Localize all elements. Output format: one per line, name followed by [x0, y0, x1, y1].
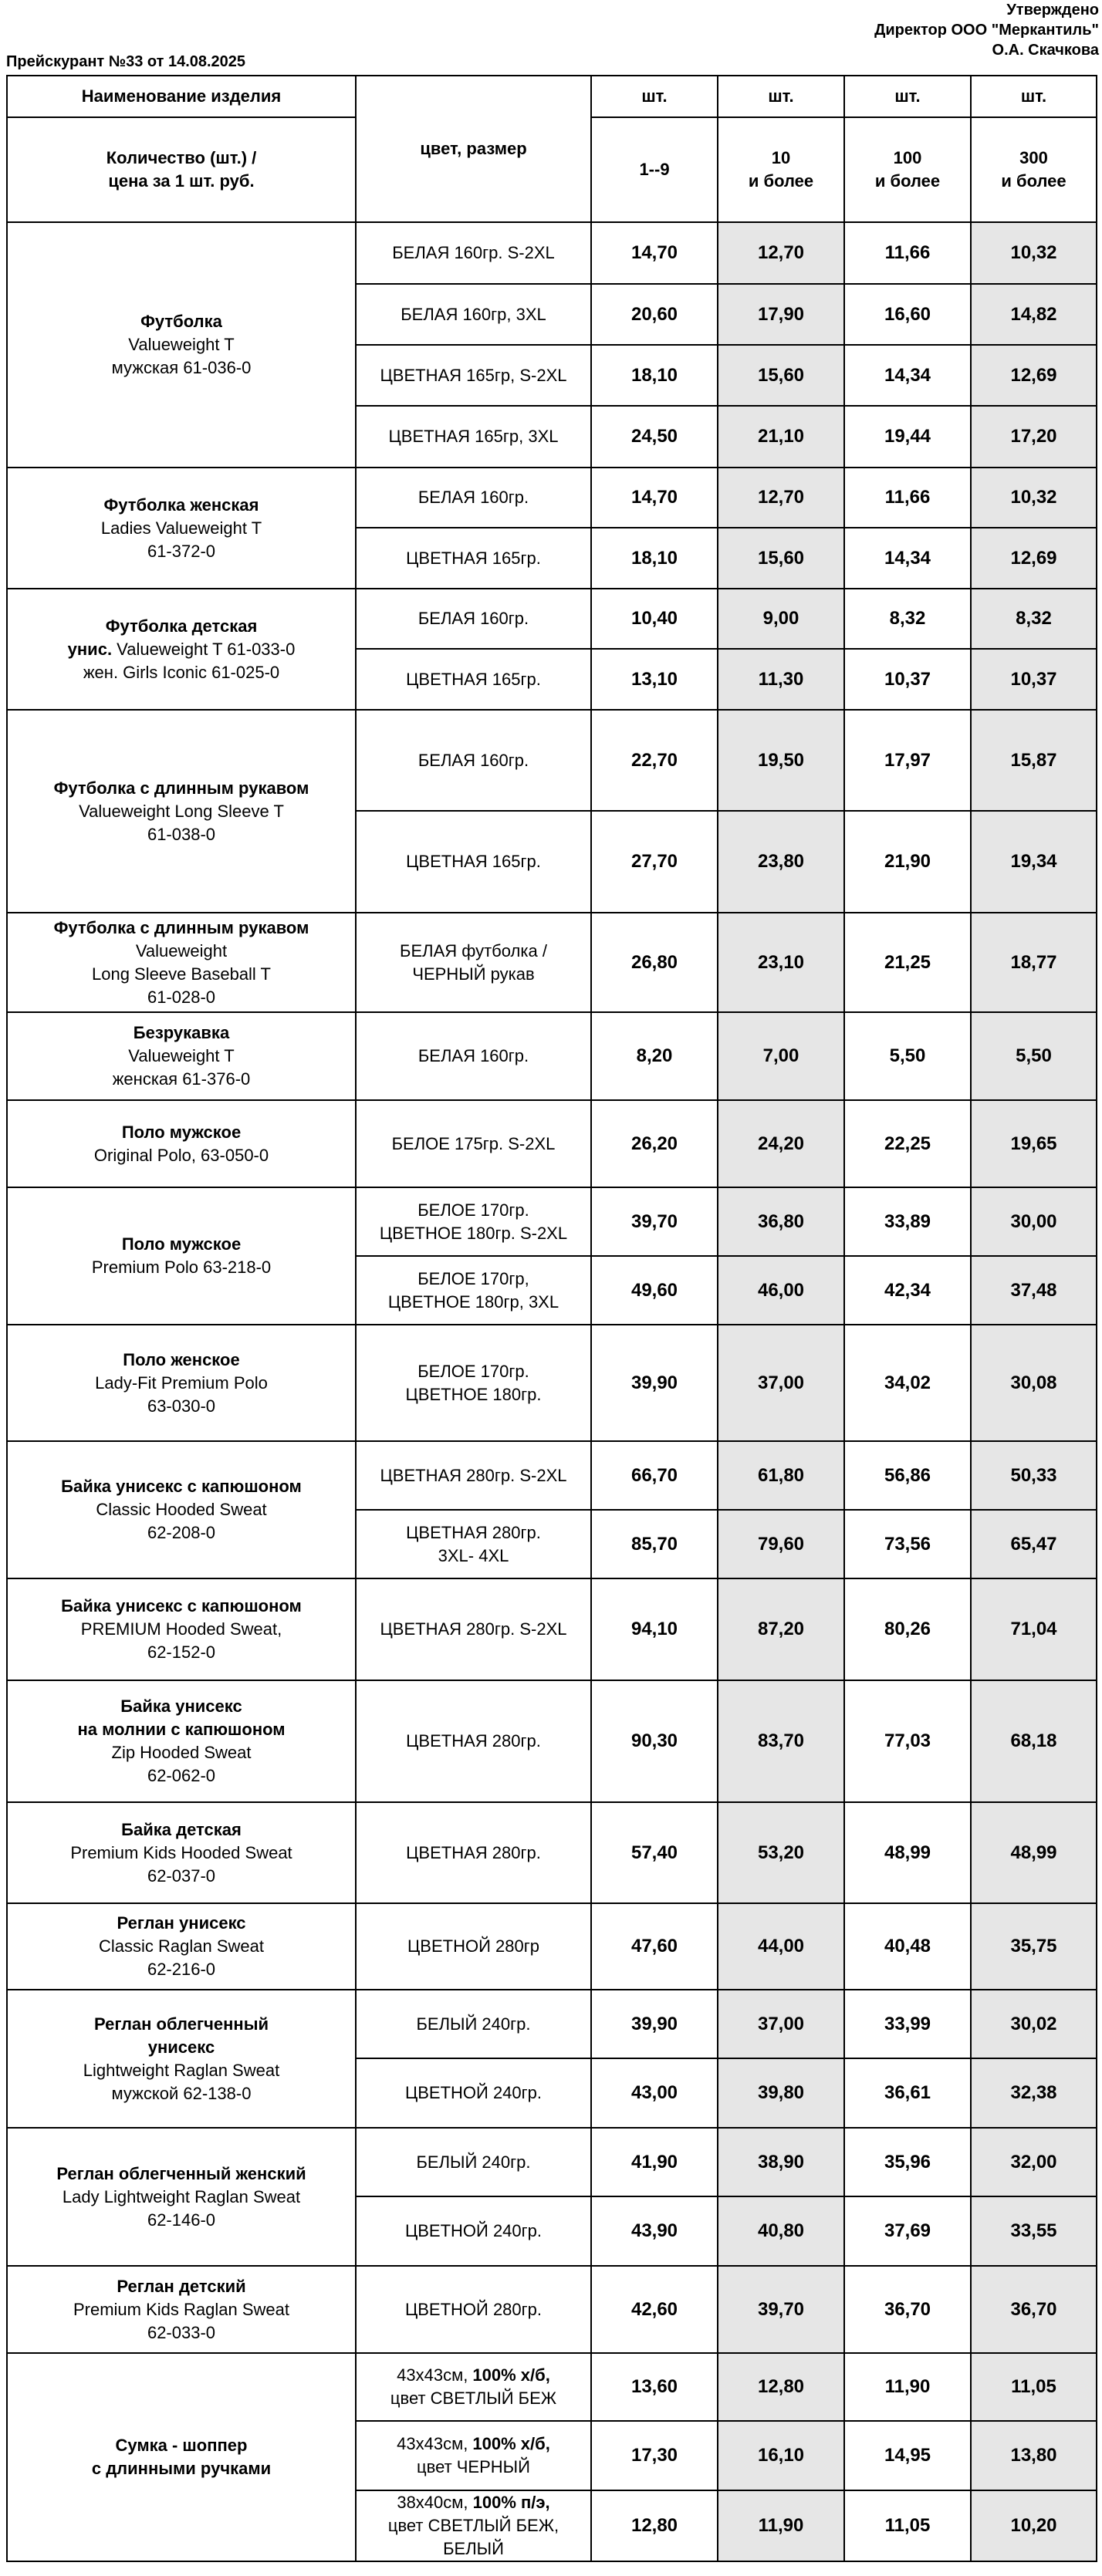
color-size-cell [356, 811, 591, 913]
color-size-text: БЕЛОЕ 175гр. S-2XL [391, 1133, 556, 1153]
price-cell: 17,20 [971, 406, 1097, 468]
column-header-quantity: Количество (шт.) / цена за 1 шт. руб. [7, 117, 356, 222]
product-name-cell [7, 468, 356, 589]
price-cell: 13,10 [591, 649, 718, 710]
price-cell: 34,02 [844, 1325, 971, 1441]
column-header-unit: шт. [971, 76, 1097, 117]
price-cell: 11,90 [844, 2353, 971, 2421]
price-cell: 37,00 [718, 1990, 844, 2058]
price-cell: 48,99 [844, 1802, 971, 1903]
table-row [7, 913, 1097, 1012]
price-cell: 26,80 [591, 913, 718, 1012]
product-name-cell [7, 222, 356, 468]
color-size-cell [356, 649, 591, 710]
price-cell: 15,60 [718, 528, 844, 589]
qty-header-10: 10 и более [718, 117, 844, 222]
color-size-cell [356, 1802, 591, 1903]
product-name-cell [7, 2353, 356, 2561]
product-name-cell [7, 710, 356, 913]
product-model: 62-216-0 [147, 1960, 216, 1979]
product-model: Zip Hooded Sweat [111, 1743, 252, 1762]
price-cell: 11,66 [844, 222, 971, 284]
approval-line: Утверждено [1006, 2, 1099, 19]
product-name: на молнии с капюшоном [77, 1720, 286, 1739]
price-cell: 9,00 [718, 589, 844, 649]
product-model: Valueweight Long Sleeve T [79, 801, 284, 821]
price-cell: 14,70 [591, 222, 718, 284]
product-model: Classic Raglan Sweat [99, 1936, 264, 1956]
color-size-text: ЦВЕТНАЯ 165гр. [406, 548, 541, 568]
price-cell: 18,77 [971, 913, 1097, 1012]
product-name: Байка унисекс с капюшоном [61, 1596, 302, 1615]
product-name: Поло мужское [121, 1122, 242, 1142]
price-cell: 14,70 [591, 468, 718, 528]
color-size-cell [356, 1325, 591, 1441]
qty-header-100: 100 и более [844, 117, 971, 222]
color-size-cell [356, 2058, 591, 2128]
color-size-cell [356, 1680, 591, 1802]
product-model: 62-208-0 [147, 1523, 216, 1542]
price-cell: 16,60 [844, 284, 971, 345]
price-cell: 19,65 [971, 1100, 1097, 1187]
product-model: 63-030-0 [147, 1396, 216, 1416]
column-header-color: цвет, размер [356, 76, 591, 222]
price-cell: 13,80 [971, 2421, 1097, 2490]
table-row [7, 1680, 1097, 1802]
product-name-cell [7, 1903, 356, 1990]
price-table [6, 75, 1097, 2562]
product-name-cell [7, 913, 356, 1012]
price-cell: 42,60 [591, 2266, 718, 2353]
product-name: Футболка детская [105, 616, 258, 636]
color-size-text: ЦВЕТНАЯ 165гр, S-2XL [380, 365, 567, 385]
product-model: Valueweight T [128, 335, 235, 354]
price-cell: 10,37 [844, 649, 971, 710]
table-row [7, 1802, 1097, 1903]
table-row [7, 1325, 1097, 1441]
price-cell: 22,70 [591, 710, 718, 811]
price-cell: 65,47 [971, 1510, 1097, 1578]
color-size-text: ЦВЕТНОЙ 240гр. [404, 2221, 543, 2240]
price-cell: 87,20 [718, 1578, 844, 1680]
color-size-text: БЕЛЫЙ 240гр. [416, 2152, 531, 2172]
price-cell: 66,70 [591, 1441, 718, 1510]
price-cell: 39,90 [591, 1325, 718, 1441]
price-cell: 47,60 [591, 1903, 718, 1990]
color-size-text: БЕЛАЯ 160гр. [417, 750, 529, 770]
product-name: с длинными ручками [91, 2459, 272, 2478]
product-name: Футболка с длинным рукавом [53, 917, 309, 937]
color-size-text: ЦВЕТНАЯ 165гр. [406, 852, 541, 871]
price-cell: 38,90 [718, 2128, 844, 2196]
price-cell: 5,50 [971, 1012, 1097, 1100]
price-cell: 48,99 [971, 1802, 1097, 1903]
price-cell: 14,95 [844, 2421, 971, 2490]
price-cell: 21,90 [844, 811, 971, 913]
price-cell: 39,90 [591, 1990, 718, 2058]
color-size-text: БЕЛАЯ 160гр. S-2XL [392, 243, 555, 262]
color-size-text: БЕЛОЕ 170гр. [417, 1200, 529, 1220]
color-size-text: ЦВЕТНАЯ 165гр, 3XL [388, 427, 559, 446]
product-model: 62-033-0 [147, 2322, 216, 2342]
price-cell: 36,61 [844, 2058, 971, 2128]
product-model: жен. Girls Iconic 61-025-0 [83, 662, 280, 682]
price-cell: 30,08 [971, 1325, 1097, 1441]
color-size-text: 38х40см, 100% п/э, цвет СВЕТЛЫЙ БЕЖ, БЕЛЫЙ [387, 2493, 559, 2558]
color-size-text: ЧЕРНЫЙ рукав [412, 964, 535, 984]
price-cell: 10,40 [591, 589, 718, 649]
price-cell: 17,97 [844, 710, 971, 811]
product-name-cell [7, 1990, 356, 2128]
price-cell: 46,00 [718, 1256, 844, 1325]
product-model: 61-372-0 [147, 541, 216, 561]
price-cell: 80,26 [844, 1578, 971, 1680]
color-size-text: ЦВЕТНОЕ 180гр, 3XL [387, 1291, 559, 1312]
product-model: Premium Polo 63-218-0 [91, 1258, 272, 1277]
product-name: Реглан облегченный [93, 2014, 269, 2034]
price-cell: 32,38 [971, 2058, 1097, 2128]
price-cell: 14,34 [844, 345, 971, 406]
price-cell: 50,33 [971, 1441, 1097, 1510]
column-header-unit: шт. [591, 76, 718, 117]
price-cell: 12,70 [718, 468, 844, 528]
price-cell: 35,96 [844, 2128, 971, 2196]
price-cell: 36,70 [844, 2266, 971, 2353]
price-cell: 10,32 [971, 222, 1097, 284]
price-cell: 39,70 [591, 1187, 718, 1256]
color-size-text: 43х43см, 100% х/б, цвет ЧЕРНЫЙ [397, 2434, 550, 2476]
price-cell: 11,05 [844, 2490, 971, 2561]
color-size-cell [356, 528, 591, 589]
price-cell: 37,00 [718, 1325, 844, 1441]
price-cell: 10,20 [971, 2490, 1097, 2561]
price-cell: 43,90 [591, 2196, 718, 2266]
color-size-text: ЦВЕТНОЙ 240гр. [404, 2083, 543, 2102]
product-name-cell [7, 1441, 356, 1578]
color-size-cell [356, 1441, 591, 1510]
pricelist-title: Прейскурант №33 от 14.08.2025 [6, 53, 246, 70]
price-cell: 68,18 [971, 1680, 1097, 1802]
table-row [7, 589, 1097, 649]
product-model: 61-038-0 [147, 824, 216, 844]
product-model: Ladies Valueweight T [100, 518, 262, 538]
price-cell: 42,34 [844, 1256, 971, 1325]
price-cell: 32,00 [971, 2128, 1097, 2196]
product-name-cell [7, 2128, 356, 2266]
color-size-cell [356, 2128, 591, 2196]
price-cell: 73,56 [844, 1510, 971, 1578]
product-model: Lady-Fit Premium Polo [95, 1372, 268, 1393]
price-cell: 36,80 [718, 1187, 844, 1256]
price-cell: 33,99 [844, 1990, 971, 2058]
product-model: 62-037-0 [147, 1865, 216, 1886]
price-cell: 39,80 [718, 2058, 844, 2128]
product-name-cell [7, 1325, 356, 1441]
color-size-text: 43х43см, 100% х/б, цвет СВЕТЛЫЙ БЕЖ [390, 2365, 557, 2408]
price-cell: 77,03 [844, 1680, 971, 1802]
table-row [7, 1441, 1097, 1510]
product-model: 61-028-0 [147, 987, 216, 1007]
table-row [7, 222, 1097, 284]
product-name: Байка унисекс [120, 1697, 242, 1716]
price-cell: 15,60 [718, 345, 844, 406]
color-size-cell [356, 1510, 591, 1578]
price-cell: 43,00 [591, 2058, 718, 2128]
product-name-cell [7, 1680, 356, 1802]
price-cell: 8,32 [844, 589, 971, 649]
table-row [7, 1012, 1097, 1100]
product-model: мужская 61-036-0 [111, 358, 252, 377]
color-size-text: БЕЛОЕ 170гр. [417, 1361, 529, 1381]
price-cell: 15,87 [971, 710, 1097, 811]
color-size-text: ЦВЕТНАЯ 280гр. [406, 1842, 541, 1862]
product-name: Поло женское [123, 1349, 240, 1369]
price-cell: 35,75 [971, 1903, 1097, 1990]
price-cell: 11,66 [844, 468, 971, 528]
color-size-text: БЕЛАЯ 160гр, 3XL [401, 304, 546, 324]
table-row [7, 468, 1097, 528]
product-model: женская 61-376-0 [112, 1069, 251, 1089]
product-name: Футболка [140, 312, 222, 331]
color-size-text: ЦВЕТНАЯ 280гр. [406, 1522, 541, 1542]
product-name: Байка унисекс с капюшоном [61, 1477, 302, 1496]
price-cell: 17,90 [718, 284, 844, 345]
color-size-text: ЦВЕТНАЯ 165гр. [406, 669, 541, 689]
table-row [7, 2128, 1097, 2196]
column-header-name: Наименование изделия [7, 76, 356, 117]
price-cell: 30,02 [971, 1990, 1097, 2058]
price-cell: 8,20 [591, 1012, 718, 1100]
color-size-text: ЦВЕТНОЙ 280гр [407, 1936, 539, 1956]
color-size-cell [356, 1256, 591, 1325]
price-cell: 44,00 [718, 1903, 844, 1990]
price-cell: 40,80 [718, 2196, 844, 2266]
price-cell: 19,50 [718, 710, 844, 811]
product-model: Premium Kids Hooded Sweat [70, 1842, 292, 1862]
price-cell: 37,69 [844, 2196, 971, 2266]
product-model: Long Sleeve Baseball T [92, 964, 271, 984]
product-model: Lady Lightweight Raglan Sweat [62, 2186, 301, 2206]
price-cell: 23,10 [718, 913, 844, 1012]
color-size-cell [356, 1903, 591, 1990]
product-name-cell [7, 1578, 356, 1680]
color-size-cell [356, 1578, 591, 1680]
color-size-cell [356, 1100, 591, 1187]
price-cell: 12,80 [591, 2490, 718, 2561]
table-row [7, 2266, 1097, 2353]
price-cell: 12,70 [718, 222, 844, 284]
price-cell: 24,50 [591, 406, 718, 468]
price-cell: 36,70 [971, 2266, 1097, 2353]
color-size-cell [356, 2196, 591, 2266]
price-cell: 40,48 [844, 1903, 971, 1990]
price-cell: 90,30 [591, 1680, 718, 1802]
table-row [7, 1187, 1097, 1256]
color-size-text: ЦВЕТНОЕ 180гр. [405, 1384, 542, 1404]
color-size-cell [356, 2490, 591, 2561]
price-cell: 30,00 [971, 1187, 1097, 1256]
price-cell: 17,30 [591, 2421, 718, 2490]
price-cell: 94,10 [591, 1578, 718, 1680]
color-size-text: БЕЛОЕ 170гр, [417, 1268, 529, 1288]
price-cell: 10,37 [971, 649, 1097, 710]
price-cell: 57,40 [591, 1802, 718, 1903]
product-model: 62-152-0 [147, 1642, 216, 1662]
approval-line: О.А. Скачкова [992, 42, 1099, 59]
product-model: 62-062-0 [147, 1766, 216, 1785]
product-model: мужской 62-138-0 [111, 2083, 252, 2103]
price-cell: 53,20 [718, 1802, 844, 1903]
price-cell: 10,32 [971, 468, 1097, 528]
table-row [7, 1903, 1097, 1990]
color-size-cell [356, 406, 591, 468]
color-size-text: БЕЛЫЙ 240гр. [416, 2014, 531, 2034]
price-cell: 24,20 [718, 1100, 844, 1187]
product-name: Реглан детский [117, 2276, 246, 2296]
product-model: Original Polo, 63-050-0 [93, 1145, 269, 1165]
color-size-cell [356, 1012, 591, 1100]
color-size-cell [356, 1187, 591, 1256]
price-cell: 18,10 [591, 528, 718, 589]
color-size-cell [356, 2421, 591, 2490]
table-row [7, 710, 1097, 811]
table-row [7, 2353, 1097, 2421]
price-cell: 27,70 [591, 811, 718, 913]
color-size-cell [356, 468, 591, 528]
product-model: Valueweight [135, 940, 228, 961]
product-name: Безрукавка [133, 1023, 230, 1042]
color-size-cell [356, 284, 591, 345]
product-name: Футболка женская [103, 495, 259, 515]
color-size-text: ЦВЕТНАЯ 280гр. S-2XL [380, 1465, 567, 1485]
color-size-cell [356, 1990, 591, 2058]
table-row [7, 1100, 1097, 1187]
price-cell: 71,04 [971, 1578, 1097, 1680]
product-model: 62-146-0 [147, 2210, 216, 2230]
color-size-text: 3XL- 4XL [438, 1545, 509, 1565]
product-name: Поло мужское [121, 1234, 242, 1254]
color-size-cell [356, 913, 591, 1012]
product-model: Lightweight Raglan Sweat [83, 2060, 280, 2080]
price-cell: 85,70 [591, 1510, 718, 1578]
product-name-cell [7, 1187, 356, 1325]
product-name-cell [7, 1802, 356, 1903]
color-size-cell [356, 589, 591, 649]
approval-block [874, 0, 1099, 60]
price-cell: 21,25 [844, 913, 971, 1012]
price-cell: 20,60 [591, 284, 718, 345]
product-name: Реглан облегченный женский [56, 2163, 306, 2183]
price-cell: 5,50 [844, 1012, 971, 1100]
price-cell: 13,60 [591, 2353, 718, 2421]
product-name-cell [7, 1012, 356, 1100]
price-cell: 37,48 [971, 1256, 1097, 1325]
product-name: Байка детская [121, 1819, 242, 1839]
product-model: унис. Valueweight T 61-033-0 [67, 639, 296, 659]
product-model: PREMIUM Hooded Sweat, [80, 1619, 282, 1639]
qty-header-300: 300 и более [971, 117, 1097, 222]
color-size-cell [356, 2353, 591, 2421]
price-cell: 33,55 [971, 2196, 1097, 2266]
color-size-text: БЕЛАЯ 160гр. [417, 488, 529, 507]
color-size-text: ЦВЕТНАЯ 280гр. [406, 1731, 541, 1751]
color-size-text: БЕЛАЯ 160гр. [417, 609, 529, 628]
price-cell: 7,00 [718, 1012, 844, 1100]
price-cell: 41,90 [591, 2128, 718, 2196]
color-size-text: ЦВЕТНАЯ 280гр. S-2XL [380, 1619, 567, 1639]
price-cell: 79,60 [718, 1510, 844, 1578]
column-header-unit: шт. [844, 76, 971, 117]
color-size-text: БЕЛАЯ 160гр. [417, 1046, 529, 1065]
product-name: Футболка с длинным рукавом [53, 778, 309, 798]
price-cell: 83,70 [718, 1680, 844, 1802]
price-cell: 16,10 [718, 2421, 844, 2490]
color-size-text: ЦВЕТНОЕ 180гр. S-2XL [379, 1223, 568, 1243]
price-cell: 14,82 [971, 284, 1097, 345]
price-cell: 56,86 [844, 1441, 971, 1510]
product-model: Premium Kids Raglan Sweat [73, 2299, 289, 2319]
column-header-unit: шт. [718, 76, 844, 117]
table-row [7, 1990, 1097, 2058]
color-size-text: БЕЛАЯ футболка / [400, 940, 547, 961]
product-name-cell [7, 1100, 356, 1187]
product-name-cell [7, 2266, 356, 2353]
price-cell: 61,80 [718, 1441, 844, 1510]
price-cell: 8,32 [971, 589, 1097, 649]
approval-line: Директор ООО "Меркантиль" [874, 22, 1099, 39]
product-name-cell [7, 589, 356, 710]
price-cell: 19,44 [844, 406, 971, 468]
color-size-cell [356, 345, 591, 406]
price-cell: 33,89 [844, 1187, 971, 1256]
table-row [7, 1578, 1097, 1680]
price-cell: 11,05 [971, 2353, 1097, 2421]
price-cell: 18,10 [591, 345, 718, 406]
product-name: унисекс [147, 2037, 215, 2057]
qty-header-1-9: 1--9 [591, 117, 718, 222]
price-cell: 22,25 [844, 1100, 971, 1187]
price-cell: 11,90 [718, 2490, 844, 2561]
price-cell: 39,70 [718, 2266, 844, 2353]
price-cell: 21,10 [718, 406, 844, 468]
price-cell: 11,30 [718, 649, 844, 710]
color-size-cell [356, 2266, 591, 2353]
price-cell: 19,34 [971, 811, 1097, 913]
product-model: Classic Hooded Sweat [96, 1500, 267, 1519]
price-cell: 12,69 [971, 528, 1097, 589]
price-cell: 23,80 [718, 811, 844, 913]
product-name: Сумка - шоппер [115, 2436, 248, 2455]
price-cell: 49,60 [591, 1256, 718, 1325]
price-cell: 14,34 [844, 528, 971, 589]
product-name: Реглан унисекс [117, 1913, 246, 1933]
price-cell: 26,20 [591, 1100, 718, 1187]
price-cell: 12,80 [718, 2353, 844, 2421]
color-size-cell [356, 222, 591, 284]
color-size-text: ЦВЕТНОЙ 280гр. [404, 2299, 543, 2319]
price-cell: 12,69 [971, 345, 1097, 406]
color-size-cell [356, 710, 591, 811]
product-model: Valueweight T [128, 1046, 235, 1065]
